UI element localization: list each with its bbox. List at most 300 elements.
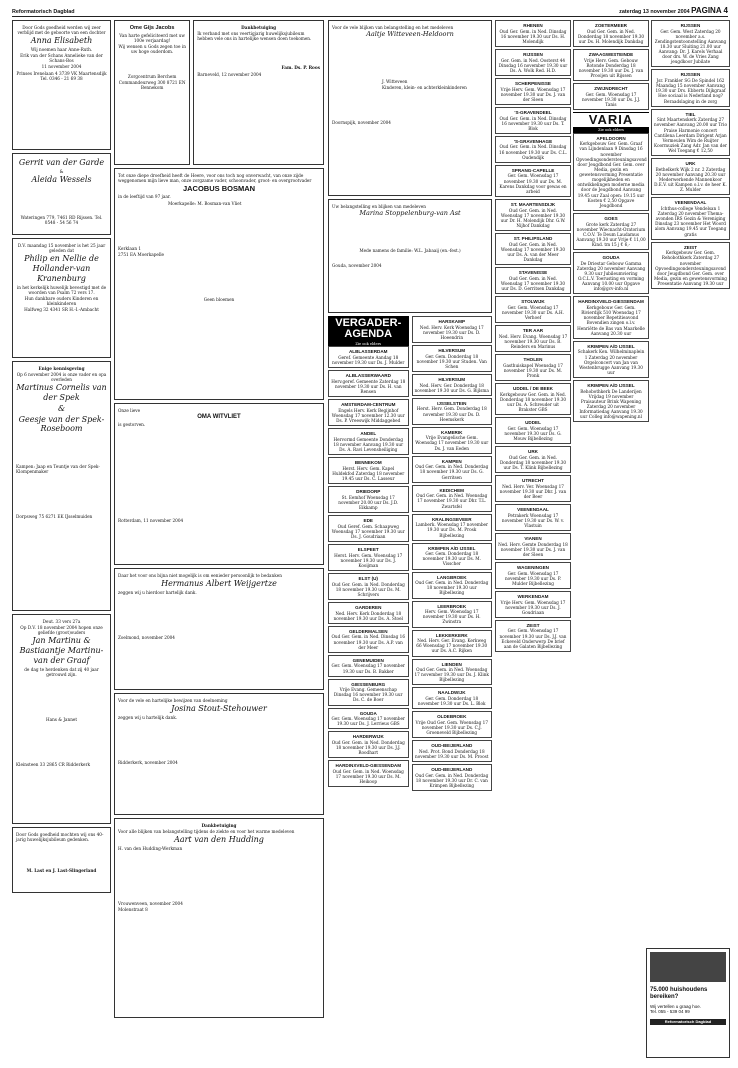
agenda-banner-sub: Zie ook elders bbox=[328, 342, 409, 346]
agenda-details: Ichthus-college Vendelsan 1 Zaterdag 20 november Thema-avonden IRS Gezin & Vereniging Dinsdag 23 november Het Woord alom Aanvang 19.45 uur Toegang gratis bbox=[654, 205, 727, 237]
ad-text: Dorpsweg 75 6271 EK IJsselmuiden bbox=[16, 514, 93, 520]
agenda-item bbox=[573, 341, 649, 378]
ad-text: & bbox=[59, 168, 64, 174]
ad-text: Onze lieve bbox=[118, 408, 141, 413]
agenda-item bbox=[495, 20, 571, 47]
agenda-item bbox=[412, 687, 493, 709]
anniversary-announcement bbox=[12, 238, 111, 358]
agenda-details: Ned. Herv. Kerk Woensdag 17 november 19.30 uur Ds. D. Hoeendrin bbox=[419, 324, 484, 340]
ad-text: Geen bloemen bbox=[203, 296, 235, 302]
agenda-item bbox=[651, 20, 730, 67]
ad-text: Commandeurweg 300 8721 EN Bennekom bbox=[118, 80, 186, 91]
agenda-details: Oud Ger. Gem. in Ned. Dinsdag 16 november 19.30 uur Ds. C.L. Oudendijk bbox=[499, 144, 567, 160]
agenda-details: Hervormd Gemeente Donderdag 18 november Aanvang 19.30 uur Ds. A. Ravi Levensheiliging bbox=[333, 436, 404, 452]
agenda-item bbox=[495, 533, 571, 560]
agenda-item bbox=[328, 655, 409, 677]
agenda-item bbox=[573, 213, 649, 250]
ad-text: zeggen wij u hartelijk dank. bbox=[118, 714, 178, 720]
agenda-item bbox=[412, 456, 493, 483]
ad-text: D.V. maandag 15 november is het 25 jaar geleden dat bbox=[17, 243, 106, 254]
ad-text: Zorgcentrum Berchem bbox=[127, 74, 177, 80]
ad-text: 2751 EA Moerkapelle bbox=[118, 251, 165, 257]
ad-logo: Reformatorisch Dagblad bbox=[650, 1019, 726, 1026]
agenda-place: ST. PHILIPSLAND bbox=[513, 236, 553, 242]
ad-text: Kleinsteen 33 2865 CR Ridderkerk bbox=[16, 762, 91, 767]
agenda-item bbox=[573, 20, 649, 47]
ad-text: Voor alle blijken van belangstelling tijdens de ziekte en voor het warme medeleven bbox=[118, 829, 295, 835]
agenda-item bbox=[573, 83, 649, 110]
agenda-place: RIJSSEN bbox=[680, 23, 701, 28]
agenda-place: UDDEL / DE BEEK bbox=[513, 386, 553, 391]
thanks-announcement-2 bbox=[114, 568, 324, 690]
agenda-details: Kerkgebouw Ger. Gem. Graaf van Lijndenlaan 9 Dinsdag 16 november Opvoedingsondersteuningsavond door Jeugdbond Ger. Gem. over Media, gezin en gewetensvorming Presentatie mogelijkheden en ontwikkelingen moderne media door de Jeugdbond Aanvang 19.45 uur Zaal open: 19.15 uur Kosten € 2,50 Opgave Jeugdbond bbox=[576, 141, 647, 208]
agenda-details: Oud Ger. Gem. in Ned. Woensdag 17 november 19.30 uur Ds. J. Klink Bijbellezing bbox=[414, 667, 489, 683]
agenda-place: HARDINXVELD-GIESSENDAM bbox=[578, 299, 644, 305]
ad-text: Wij wensen u Gods zegen toe in uw hoge ouderdom. bbox=[118, 43, 186, 55]
ad-text: Van harte gefeliciteerd met uw 100e verjaardag! bbox=[119, 32, 186, 43]
agenda-item bbox=[412, 398, 493, 425]
agenda-place: ANDEL bbox=[360, 431, 377, 437]
agenda-place: URK bbox=[685, 161, 696, 167]
ad-text: Door Gods goedheid werden wij zeer verblijd met de geboorte van een dochter bbox=[17, 25, 106, 36]
agenda-details: Kerkgebouw Ger. Gem. Rivierdijk 510 Woensdag 17 november Repetitieavond Bovendien zingen o.l.v. Henriëtte de Bas van Maarkelle Aanvang 20.30 uur bbox=[577, 305, 645, 336]
column-5 bbox=[573, 20, 649, 1062]
ad-name: Marina Stoppelenburg-van Ast bbox=[359, 209, 461, 218]
ad-text: Voor de vele en hartelijke bewijzen van deelneming bbox=[118, 698, 228, 703]
agenda-place: UTRECHT bbox=[522, 478, 544, 484]
agenda-item bbox=[495, 136, 571, 163]
agenda-item bbox=[573, 252, 649, 294]
agenda-item bbox=[328, 731, 409, 758]
ad-text: de dag te herdenken dat zij 40 jaar getrouwd zijn. bbox=[24, 666, 99, 677]
death-announcement bbox=[12, 361, 111, 611]
ad-photo bbox=[650, 952, 726, 982]
agenda-item bbox=[412, 711, 493, 738]
agenda-item bbox=[328, 370, 409, 397]
agenda-details: Sint Maartenskerk Zaterdag 27 november Aanvang 20.00 uur Trio Praise Harmonie concert Cantilena Leerdam Dirigent Arjan Vermeulen Wim de Ruijter Koormuziek Zang Adr. Jan van der Wel Toegang € 12,50 bbox=[654, 117, 728, 154]
agenda-details: Herst. Herv. Gem. Kapel Huldekfod Zaterdag 18 november 19.45 uur Ds. C. Lasseur bbox=[332, 465, 405, 481]
agenda-item bbox=[495, 504, 571, 531]
agenda-right bbox=[412, 316, 493, 793]
ad-text: Kinderen, klein- en achterkleinkinderen bbox=[382, 85, 467, 91]
agenda-place: SPRANG-CAPELLE bbox=[511, 167, 555, 173]
agenda-details: Ned. Prot. Bond Donderdag 18 november 19.30 uur Ds. M. Proost bbox=[415, 748, 489, 759]
agenda-item bbox=[651, 242, 730, 289]
agenda-details: Oud Ger. Gem. in Ned. Woensdag 17 november 19.30 uur Ds. D. Gerritsen Dankdag bbox=[500, 275, 566, 291]
ad-text: Ik verband met ons veertigjarig huwelijksjubileum hebben vele ons in hartelijke wensen doen toekomen. bbox=[197, 31, 312, 42]
thanks-announcement bbox=[12, 827, 111, 893]
agenda-place: HARDERWIJK bbox=[352, 734, 384, 740]
agenda-place: VEENENDAAL bbox=[674, 200, 707, 206]
ad-text: Deut. 33 vers 27a bbox=[42, 619, 81, 624]
agenda-item bbox=[412, 316, 493, 343]
agenda-place: RIJSSEN bbox=[680, 72, 701, 78]
agenda-item bbox=[412, 374, 493, 396]
ad-text: Mede namens de familie: W.L. Jabaaij (en.-fest.) bbox=[359, 248, 461, 254]
ad-name: Geesje van der Spek-Roseboom bbox=[18, 414, 105, 434]
agenda-details: Ger. Gem. Woensdag 17 november 19.30 uur Ds. J.J. Tanis bbox=[581, 91, 641, 107]
agenda-place: LIENDEN bbox=[441, 661, 462, 667]
agenda-item bbox=[495, 233, 571, 265]
agenda-place: ZEIST bbox=[683, 244, 698, 250]
agenda-details: St. Eemhof Woensdag 17 november 20.00 uur Ds. J.D. Eikkamp bbox=[338, 494, 399, 510]
varia-banner: VARIA bbox=[573, 112, 649, 128]
agenda-details: Herv.geref. Gemeente Zaterdag 18 november 19.30 uur Ds. H. van Rensen bbox=[331, 378, 406, 395]
agenda-item bbox=[573, 380, 649, 422]
thanks-announcement-2 bbox=[328, 199, 492, 313]
agenda-place: LANGBROEK bbox=[436, 574, 467, 580]
agenda-place: ZOETERMEER bbox=[595, 23, 627, 28]
agenda-details: Oud Ger. Gem. in Ned. Dinsdag 16 november 19.30 uur Ds. T. Blok bbox=[499, 115, 567, 131]
agenda-place: VEENENDAAL bbox=[517, 507, 549, 512]
ad-name: JACOBUS BOSMAN bbox=[182, 184, 256, 194]
column-3 bbox=[328, 20, 492, 1062]
agenda-place: HARDINXVELD-GIESSENDAM bbox=[335, 763, 402, 769]
agenda-item bbox=[495, 620, 571, 652]
agenda-place: STAVENISSE bbox=[518, 270, 548, 276]
ad-text: Daar het voor ons bijna niet mogelijk is om eenieder persoonlijk te bedanken bbox=[118, 573, 282, 578]
agenda-details: Ger. Gem. Woensdag 17 november 19.30 uur Ds. B. Bakker bbox=[331, 663, 405, 674]
ad-text: Halfweg 32 4341 SR H.-I.-Ambacht bbox=[24, 307, 99, 312]
agenda-place: NAALDWIJK bbox=[437, 690, 466, 696]
agenda-details: Oud Ger. Gem. in Ned. Donderdag 18 november 19.30 uur Ds. J.J. Roodhart bbox=[331, 740, 405, 756]
agenda-details: Jsr. Frankler SG De Spindel 162 Maandag 15 november Aanvang 19.30 uur Drs. Ebberts Dijkgraaf Hoe sociaal is Nederland nog? Beraadslaging in de zorg bbox=[655, 78, 726, 104]
agenda-item bbox=[328, 760, 409, 787]
agenda-details: Ger. Gem. in Ned. Oosterst 44 Dinsdag 16 november 19.30 uur Ds. A. Wolk Red. H.D. bbox=[498, 57, 568, 73]
agenda-item bbox=[328, 399, 409, 426]
agenda-details: Vrije Evangelische Gem. Woensdag 17 november 19.30 uur Ds. J. van Eeden bbox=[415, 435, 489, 451]
ad-text: H. van den Hudding-Werkman bbox=[118, 846, 183, 851]
agenda-item bbox=[573, 49, 649, 81]
agenda-place: OUD-BEIJERLAND bbox=[431, 743, 473, 749]
thanks-announcement-4 bbox=[114, 818, 324, 1018]
agenda-details: De Driestar Gebouw Gamma Zaterdag 20 november Aanvang 9.30 uur Jubileumviering O.C.L.V. Toerusting en vorming Aanvang 10.00 uur Opgave info@gcv-info.nl bbox=[576, 260, 646, 292]
agenda-place: APELDOORN bbox=[596, 135, 626, 141]
ad-title: Dankbetuiging bbox=[241, 25, 277, 30]
agenda-place: HARSKAMP bbox=[438, 319, 466, 324]
agenda-details: Oud Ger. Gem. in Ned. Woensdag 17 november 19.30 uur Ds. A. van der Meer Dankdag bbox=[500, 241, 566, 262]
agenda-details: Oud Ger. Gem. in Ned. Donderdag 18 november 19.30 uur Ds. M. Schrijvers bbox=[331, 581, 405, 597]
agenda-place: IJSSELSTEIN bbox=[437, 400, 467, 406]
agenda-details: Oud Ger. Gem. in Ned. Donderdag 18 november 19.30 uur Ds. G. Gerritsen bbox=[415, 464, 489, 480]
agenda-details: Ned. Herv. Ger. Evang. Kerkweg 66 Woensdag 17 november 19.30 uur Ds. A.C. Rijken bbox=[416, 638, 488, 654]
column-2 bbox=[114, 20, 324, 1062]
agenda-details: Gasthuiskapel Woensdag 17 november 19.30 uur Ds. M. Pronk bbox=[503, 362, 563, 378]
ad-text: Tot onze diepe droefheid heeft de Heere, voor ons toch nog onverwacht, van onze zijde weggenomen mijn lieve man, onze zorgzame vader, schoonvader, groot- en overgrootvader bbox=[118, 173, 312, 184]
agenda-details: Ger. Gem. Donderdag 18 november 19.30 uur Studen. Van Schen bbox=[416, 353, 487, 369]
agenda-details: Herv. Gem. Woensdag 17 november 19.30 uur Ds. H. Zwinstra bbox=[422, 609, 481, 625]
agenda-item bbox=[495, 107, 571, 134]
agenda-details: Oud Ger. Gem. in Ned. Donderdag 18 november 19.30 uur Ds. H. Molendijk Dankdag bbox=[577, 28, 645, 44]
agenda-place: STOLWIJK bbox=[521, 299, 545, 305]
agenda-details: Ger. Gem. Woensdag 17 november 19.30 uur Ds. P. Mulder Bijbellezing bbox=[504, 570, 562, 586]
agenda-details: Ger. Gem. Woensdag 17 november 19.30 uur Ds. J.J. van Eckeveld Onderwerp De brief aan de Galaten Bijbellezing bbox=[499, 628, 567, 649]
agenda-details: Herst. Herv. Gem. Woensdag 17 november 19.30 uur Ds. J. Kooijman bbox=[334, 552, 403, 568]
agenda-place: ZEIST bbox=[526, 622, 540, 628]
ad-text: Moerkapelle: M. Bosman-van Vliet bbox=[168, 200, 242, 206]
page-header bbox=[12, 5, 728, 17]
agenda-item bbox=[328, 544, 409, 571]
agenda-item bbox=[412, 740, 493, 762]
agenda-item bbox=[495, 296, 571, 323]
agenda-item bbox=[651, 109, 730, 156]
agenda-item bbox=[495, 199, 571, 231]
column-4 bbox=[495, 20, 571, 1062]
agenda-details: Petrakerk Woensdag 17 november 19.30 uur Ds. W. v. Vlastuin bbox=[501, 512, 565, 528]
agenda-details: Rehobothkerk De Landerijen Vrijdag 19 november Praisauteur Brink Wapening Zaterdag 20 november Informatiedag Aanvang 19.30 uur Colleg info@wapening.nl bbox=[579, 388, 643, 420]
agenda-place: GOUDA bbox=[602, 255, 620, 261]
agenda-details: Herst. Herv. Gem. Donderdag 18 november 19.30 uur Ds. D. Heemskerk bbox=[416, 406, 487, 422]
ad-text: Prinses Irenelaan 4 3739 VK Maartensdijk Tel. 0346 - 21 69 38 bbox=[16, 70, 107, 81]
agenda-place: KEDICHEM bbox=[439, 487, 464, 493]
agenda-details: Ger. Gem. West Zaterdag 20 november a.s. Zendingstentoonstelling Aanvang 18.30 uur Sluiting 21.00 uur Aanvang: Dr. J. Karels Verhaal door drs. W. de Vries Zang jeugdkoor Jubilate bbox=[654, 28, 727, 65]
agenda-place: WERKENDAM bbox=[517, 593, 549, 599]
agenda-details: Schakerk Ken. Wilhelminaplein 1 Zaterdag 20 november Orgelconcert van Jan van Westenbrugge Aanvang 19.30 uur bbox=[577, 349, 645, 375]
ad-name: Anna Elisabeth bbox=[30, 36, 93, 46]
ad-name: Aaltje Witteveen-Heldoorn bbox=[366, 30, 454, 39]
agenda-place: ST. MAARTENSDIJK bbox=[510, 201, 556, 207]
ad-name: Aleida Wessels bbox=[31, 174, 92, 184]
ad-text: Door Gods goedheid mochten wij ons 40-jarig huwelijksjubileum gedenken. bbox=[16, 832, 104, 843]
agenda-place: THOLEN bbox=[523, 357, 543, 363]
agenda-place: ALBLASSERWAARD bbox=[345, 373, 391, 379]
agenda-item bbox=[495, 325, 571, 352]
agenda-place: URK bbox=[528, 449, 538, 455]
agenda-details: Oud Ger. Gem. in Ned. Donderdag 18 november 19.30 uur Dr. C. van Krimpen Bijbellezing bbox=[415, 772, 489, 788]
agenda-item bbox=[412, 659, 493, 686]
ad-text: in het kerkelijk huwelijk bevestigd met de woorden van Psalm 72 vers 17. bbox=[16, 284, 107, 295]
agenda-details: Ned. Herv. Evang. Woensdag 17 november 19.30 uur Ds. B. Reinders en Marinus bbox=[498, 333, 568, 349]
death-announcement bbox=[114, 168, 324, 400]
agenda-details: Grote kerk Zaterdag 27 november Wiecnacht-Oratorium C.O.V. Te Deum Laudamus Aanvang 19.30 uur Vrije € 11,00 Kind. tm 15 j € 6,- bbox=[576, 221, 646, 248]
agenda-item bbox=[328, 708, 409, 730]
agenda-place: GELDERMALSEN bbox=[348, 628, 388, 634]
agenda-item bbox=[495, 383, 571, 415]
agenda-place: KRIMPEN A/D IJSSEL bbox=[587, 343, 635, 349]
varia-banner-sub: Zie ook elders bbox=[573, 128, 649, 132]
agenda-details: Bethelkerk Wijk 2 nr. 2 Zaterdag 20 november Aanvang 20.30 uur Mederwerkende Mannenkoor D.E.V. uit Kampen o.l.v. de heer K. Z. Mulder bbox=[654, 166, 727, 193]
agenda-item bbox=[328, 346, 409, 368]
agenda-item bbox=[495, 165, 571, 197]
agenda-place: KRALINGSEVEER bbox=[431, 516, 472, 522]
agenda-place: ALBLASSERDAM bbox=[348, 349, 388, 355]
ad-subtitle: Wij vertellen u graag hoe. bbox=[650, 1003, 702, 1009]
agenda-item bbox=[328, 515, 409, 542]
agenda-item bbox=[651, 158, 730, 195]
agenda-item bbox=[328, 602, 409, 624]
anniversary-announcement-2 bbox=[12, 614, 111, 824]
agenda-item bbox=[328, 457, 409, 484]
agenda-details: Ger. Gem. Woensdag 17 november 19.30 uur Ds. J. Lerrieus GBS bbox=[331, 716, 405, 727]
ad-text: & bbox=[57, 403, 66, 413]
agenda-place: KAMPEN bbox=[441, 458, 462, 464]
agenda-details: Ger. Gem. Woensdag 17 november 19.30 uur Ds. A.H. Verhoef bbox=[501, 304, 565, 320]
agenda-details: Geref. Gemeente Aandag 18 november 19.30 uur Ds. J. Mulder bbox=[332, 354, 405, 366]
agenda-place: ZWIJNDRECHT bbox=[594, 86, 628, 92]
agenda-place: KRIMPEN A/D IJSSEL bbox=[587, 383, 635, 389]
agenda-place: EDE bbox=[363, 518, 373, 524]
ad-name: OMA WITVLIET bbox=[197, 414, 241, 421]
ad-text: Fam. Ds. P. Roos bbox=[281, 65, 320, 71]
agenda-details: Oud Ger. Gem. in Ned. Dinsdag 16 november 19.30 uur Ds. H. Molendijk bbox=[499, 28, 567, 44]
birth-announcement bbox=[12, 20, 111, 150]
agenda-place: DRIEDORP bbox=[356, 489, 381, 495]
agenda-details: Vrije Herv. Gem. Woensdag 17 november 19.30 uur Ds. J. van der Sleen bbox=[500, 86, 566, 102]
agenda-item bbox=[412, 601, 493, 628]
agenda-item bbox=[328, 486, 409, 513]
agenda-details: Ned. Herv. Kerk Donderdag 18 november 19.30 uur Ds. A. Stoel bbox=[333, 610, 403, 621]
ad-text: Wij noemen haar Anne-Ruth. bbox=[30, 47, 93, 52]
agenda-item bbox=[651, 197, 730, 239]
agenda-details: Vrije Oud Ger. Gem. Woensdag 17 november 19.30 uur Ds. C.J. Groeneveld Bijbellezing bbox=[415, 719, 488, 736]
agenda-details: Ned. Herv. Ver. Woensdag 17 november 19.30 uur Dhr. J. van der Beer bbox=[499, 483, 567, 499]
agenda-place: TIEL bbox=[685, 111, 696, 117]
agenda-place: KRIMPEN A/D IJSSEL bbox=[428, 545, 476, 551]
agenda-item bbox=[412, 543, 493, 570]
ad-title: 75.000 huishoudens bereiken? bbox=[650, 987, 708, 1001]
ad-phone: Tel. 055 - 539 04 99 bbox=[650, 1009, 690, 1015]
agenda-item bbox=[412, 630, 493, 657]
ad-text: Molenstraat 8 bbox=[118, 907, 148, 913]
ad-text: Kampen: Jaap en Teuntje van der Spek-Klompenmaker bbox=[16, 464, 100, 475]
ad-text: zeggen wij u hierdoor hartelijk dank. bbox=[118, 589, 197, 595]
agenda-left bbox=[328, 316, 409, 793]
page-number: PAGINA 4 bbox=[691, 6, 728, 16]
agenda-details: Vrije Herv. Gem. Woensdag 17 november 19.30 uur Ds. J. Goudriaan bbox=[500, 599, 566, 615]
agenda-details: Ger. Gem. Woensdag 17 november 19.30 uur Ds. M. Karens Dankdag voor gewas en arbeid bbox=[499, 173, 567, 194]
ad-text: Uw belangstelling en blijken van medeleven bbox=[332, 204, 426, 209]
agenda-details: Oud Ger. Gem. in Ned. Woensdag 17 november 19.30 uur Ds. M. Heikoop bbox=[332, 769, 404, 785]
ad-text: Ridderkerk, november 2004 bbox=[118, 760, 178, 765]
agenda-place: HILVERSUM bbox=[438, 376, 466, 382]
ad-name: Jan Martinu & Bastiaantje Martinu-van der Graaf bbox=[19, 636, 104, 665]
agenda-details: Ger. Gem. Woensdag 17 november 19.30 uur Ds. G. Mouw Bijbellezing bbox=[504, 425, 562, 441]
agenda-place: HILVERSUM bbox=[438, 347, 466, 353]
ad-title: Dankbetuiging bbox=[201, 823, 237, 828]
ad-text: in de leeftijd van 97 jaar. bbox=[118, 194, 171, 200]
agenda-details: Ned. Herv. Ger. Donderdag 18 november 19.30 uur Ds. G. Bijlsma bbox=[414, 382, 489, 393]
subscription-ad[interactable] bbox=[646, 948, 730, 1058]
agenda-place: OUD-BEIJERLAND bbox=[431, 767, 473, 773]
agenda-details: Oud Ger. Gem. in Ned. Woensdag 17 november 19.30 uur Dr. H. Molendijk Dhr. G.W. Nijhof Dankdag bbox=[500, 207, 566, 228]
agenda-place: GARDEREN bbox=[355, 604, 382, 610]
agenda-details: Kerkgebouw Ger. Gem. in Ned. Donderdag 18 november 19.30 uur Ds. A. Schreuder uit Brakster GBS bbox=[499, 391, 567, 412]
agenda-place: OLDEBROEK bbox=[437, 714, 467, 720]
agenda-place: LEKKERKERK bbox=[435, 632, 468, 638]
agenda-place: GIESSENBURG bbox=[351, 681, 386, 687]
ad-name: Martinus Cornelis van der Spek bbox=[16, 383, 107, 403]
thanks-announcement bbox=[328, 20, 492, 196]
agenda-details: Vrije Herv. Gem. Gebouw Rotonde Donderdag 18 november 19.30 uur Ds. J. van Prooijen uit Rijssen bbox=[578, 57, 644, 78]
agenda-place: ELST (U) bbox=[358, 576, 378, 581]
agenda-item bbox=[573, 296, 649, 338]
agenda-item bbox=[495, 354, 571, 381]
agenda-item bbox=[495, 446, 571, 473]
ad-text: Zoelmond, november 2004 bbox=[118, 635, 175, 640]
agenda-item bbox=[412, 764, 493, 791]
agenda-item bbox=[495, 562, 571, 589]
ad-title: Enige kennisgeving bbox=[38, 366, 85, 371]
agenda-place: VIANEN bbox=[524, 535, 542, 541]
ad-text: Op 6 november 2004 is onze vader en opa overleden bbox=[16, 372, 107, 383]
agenda-place: RHENEN bbox=[523, 23, 543, 28]
agenda-place: AMSTERDAM-CENTRUM bbox=[341, 402, 396, 408]
agenda-place: ELSPEET bbox=[357, 547, 379, 553]
agenda-place: TER AAR bbox=[522, 328, 544, 334]
agenda-item bbox=[495, 78, 571, 105]
agenda-place: KAMERIK bbox=[441, 429, 463, 435]
ad-text: Op D.V. 18 november 2004 hopen onze geliefde (groot)ouders bbox=[20, 625, 103, 636]
paper-name: Reformatorisch Dagblad bbox=[12, 9, 75, 16]
issue-date: zaterdag 13 november 2004 bbox=[619, 9, 690, 16]
agenda-place: 'S-GRAVENHAGE bbox=[513, 138, 553, 144]
agenda-item bbox=[412, 485, 493, 512]
agenda-item bbox=[495, 49, 571, 76]
agenda-item bbox=[651, 69, 730, 106]
agenda-place: GOES bbox=[604, 215, 618, 221]
agenda-place: 'S-GRAVENDEEL bbox=[514, 109, 552, 115]
ad-text: Hun dankbare ouders Kinderen en kleinkinderen bbox=[24, 295, 99, 306]
ad-text: Rotterdam, 11 november 2004 bbox=[118, 517, 184, 523]
ad-name: Philip en Nellie de Hollander-van Kranenburg bbox=[24, 254, 99, 283]
agenda-place: GOUDA bbox=[359, 710, 377, 716]
agenda-item bbox=[328, 626, 409, 653]
agenda-item bbox=[328, 573, 409, 600]
agenda-item bbox=[495, 267, 571, 294]
agenda-details: Oud Ger. Gem. in Ned. Dinsdag 16 november 19.30 uur Ds. A.P. van der Meer bbox=[331, 634, 406, 650]
agenda-item bbox=[495, 417, 571, 444]
ad-title: Ome Gijs Jacobs bbox=[129, 25, 175, 31]
agenda-place: LEERBROEK bbox=[437, 603, 467, 609]
ad-text: Doornspijk, november 2004 bbox=[332, 120, 391, 126]
agenda-details: Oud Ger. Gem. in Ned. Woensdag 17 november 19.30 uur Dhr. T.L. Zwartsfel bbox=[416, 493, 488, 509]
thanks-announcement bbox=[193, 20, 324, 165]
agenda-details: Ger. Gem. Donderdag 18 november 19.30 uur Ds. M. Visscher bbox=[422, 551, 481, 567]
agenda-item bbox=[495, 591, 571, 618]
death-announcement-2 bbox=[114, 403, 324, 565]
ad-text: M. Last en J. Last-Slingerland bbox=[26, 868, 97, 874]
agenda-item bbox=[412, 427, 493, 454]
agenda-item bbox=[328, 679, 409, 706]
agenda-details: Ger. Gem. Donderdag 18 november 19.30 uur Ds. L. Blok bbox=[417, 696, 486, 707]
ad-text: J. Witteveen bbox=[382, 79, 408, 85]
agenda-details: Oud Ger. Gem. in Ned. Donderdag 18 november 19.30 uur Ds. T. Klink Bijbellezing bbox=[499, 454, 567, 470]
ad-text: 11 november 2004 bbox=[41, 64, 82, 70]
birthday-announcement bbox=[114, 20, 190, 165]
agenda-details: Oud Geref. Gem. Schaapweg Woensdag 17 november 19.30 uur Ds. J. Goudriaan bbox=[331, 523, 405, 539]
ad-text: is gestorven. bbox=[118, 422, 146, 428]
ad-name: Josina Stout-Stehouwer bbox=[171, 704, 267, 714]
agenda-details: Kerkgebouw Ger. Gem. Rehobothkerk Zaterdag 27 november Opvoedingsondersteuningsavond door Jeugdbond Ger. Gem. over Media, gezin en gewetensvorming Presentatie Aanvang 19.30 uur bbox=[654, 250, 727, 287]
agenda-place: ZWAAGWESTEINDE bbox=[588, 51, 634, 57]
agenda-details: Ned. Herv. Gemte Donderdag 18 november 19.30 uur Ds. J. van der Sleen bbox=[498, 541, 568, 557]
ad-name: Hermanus Albert Weijgertze bbox=[161, 579, 277, 589]
agenda-place: SCHERPENISSE bbox=[515, 80, 551, 86]
agenda-banner: VERGADER-AGENDA bbox=[328, 316, 409, 342]
agenda-item bbox=[412, 514, 493, 541]
agenda-details: Oud Ger. Gem. in Ned. Donderdag 18 november 19.30 uur Bijbellezing bbox=[415, 580, 489, 596]
agenda-place: GENEMUIDEN bbox=[352, 657, 384, 663]
ad-text: Voor de vele blijken van belangstelling en het medeleven bbox=[332, 25, 454, 30]
wedding-announcement bbox=[12, 153, 111, 235]
agenda-place: UDDEL bbox=[525, 420, 541, 426]
agenda-place: BENNEKOM bbox=[354, 460, 382, 466]
agenda-place: RIJSSEN bbox=[523, 51, 543, 57]
thanks-announcement-3 bbox=[114, 693, 324, 815]
column-1 bbox=[12, 20, 111, 1062]
agenda-details: Engels Herv. Kerk Begijnhof Woensdag 17 november 12.30 uur Ds. P. Vreeswijk Middaggebed bbox=[331, 407, 405, 424]
agenda-item bbox=[412, 345, 493, 372]
